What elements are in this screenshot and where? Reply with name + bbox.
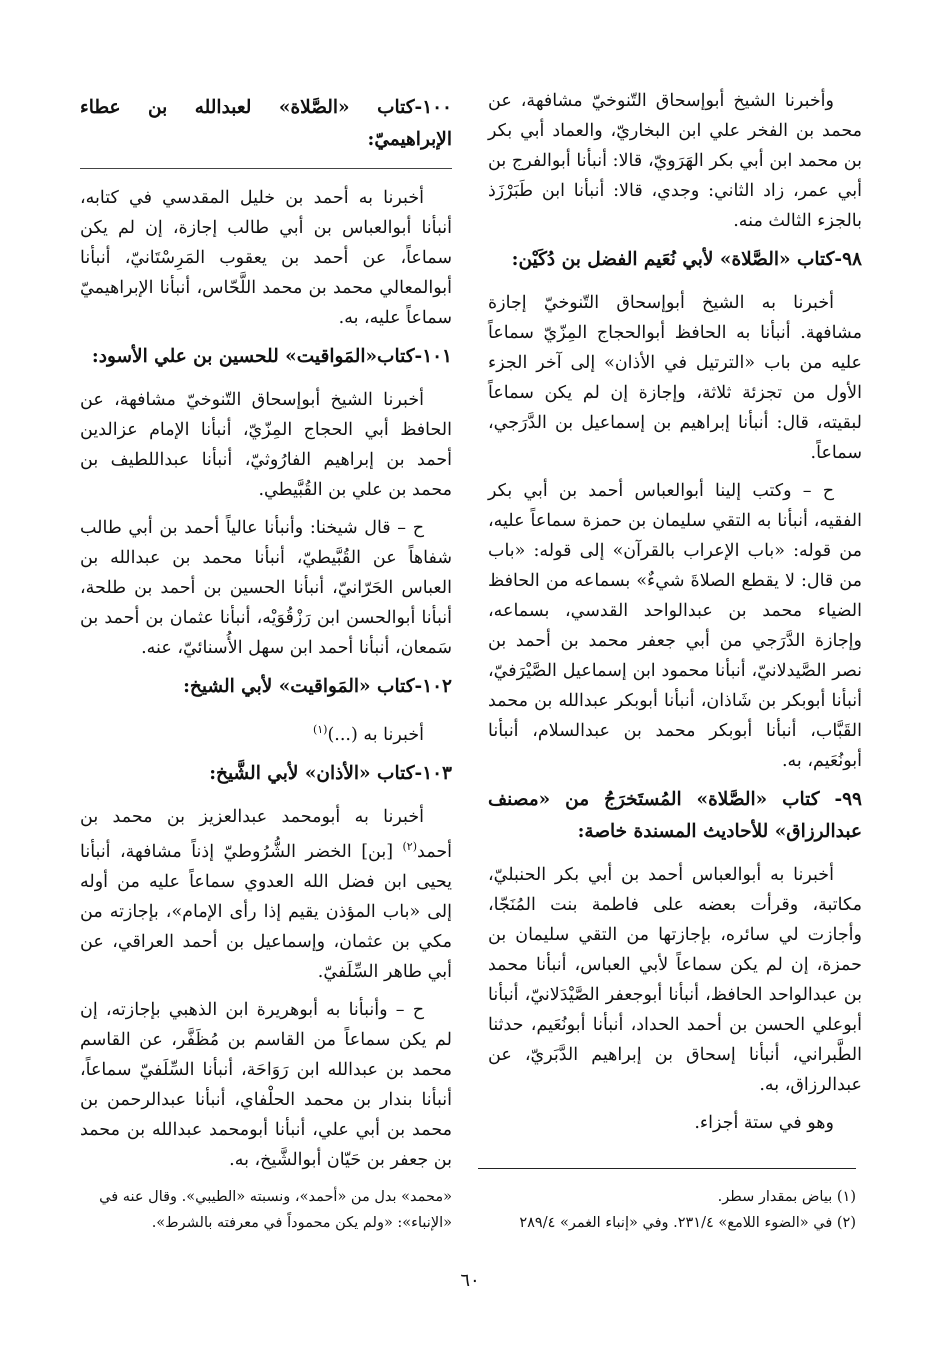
paragraph xyxy=(488,1108,862,1138)
footnote-divider xyxy=(478,1168,856,1169)
section-heading xyxy=(488,784,862,848)
footnotes-left xyxy=(80,1184,452,1236)
paragraph xyxy=(80,802,452,987)
text-continued: [بن] الخضر الشُّرُوطيّ إذناً مشافهة، أنبأنا يحيى ابن فضل الله العدوي سماعاً عليه من أوله إلى «باب المؤذن يقيم إذا رأى الإمام»، بإجازته من مكي بن عثمان، وإسماعيل بن أحمد العراقي، عن أبي طاهر السِّلَفيّ. xyxy=(80,841,452,982)
paragraph xyxy=(488,476,862,776)
text: ١٠١-كتاب«المَواقيت» للحسين بن علي الأسود: xyxy=(91,346,452,367)
left-column xyxy=(80,86,452,1183)
paragraph xyxy=(80,385,452,505)
section-heading xyxy=(80,758,452,790)
text: وهو في ستة أجزاء. xyxy=(694,1113,834,1133)
text: ح – وأنبأنا به أبوهريرة ابن الذهبي بإجازته، إن لم يكن سماعاً من القاسم بن مُظَفَّر، عن القاسم محمد بن عبدالله ابن رَوَاحَة، أنبأنا السِّلَفيّ سماعاً، أنبأنا بندار بن محمد الحلْفاي، أنبأنا عبدالرحمن بن محمد بن أبي علي، أنبأنا أبومحمد عبدالله بن محمد بن جعفر بن حَيّان أبوالشَّيخ، به. xyxy=(80,999,452,1170)
right-column xyxy=(488,86,862,1146)
text: ح – قال شيخنا: وأنبأنا عالياً أحمد بن أبي طالب شفاهاً عن القُبَّيطيّ، أنبأنا محمد بن عبدالله بن العباس الحَرّانيّ، أنبأنا الحسين بن أحمد بن طلحة، أنبأنا أبوالحسن ابن رَزْقُوَيْه، أنبأنا عثمان بن أحمد بن سَمعان، أنبأنا أحمد ابن سهل الأُسنائيّ، عنه. xyxy=(80,518,452,658)
paragraph xyxy=(488,86,862,236)
text: ٩٨-كتاب «الصَّلاة» لأبي نُعَيم الفضل بن دُكَيْن: xyxy=(511,249,862,270)
text: ٩٩- كتاب «الصَّلاة» المُستَخرَجُ من «مصنف عبدالرزاق» للأحاديث المسندة خاصة: xyxy=(488,789,862,842)
section-heading xyxy=(80,671,452,703)
footnote-2-continued: «محمد» بدل من «أحمد»، ونسبته «الطيبي». وقال عنه في «الإنباء»: «ولم يكن محموداً في معرفته بالشرط». xyxy=(99,1189,452,1231)
paragraph xyxy=(488,860,862,1100)
text: وأخبرنا الشيخ أبوإسحاق التّنوخيّ مشافهة، عن محمد بن الفخر علي ابن البخاريّ، والعماد أبي بكر بن محمد ابن أبي بكر الهَرَويّ، قالا: أنبأنا أبوالفرج بن أبي عمر، زاد الثاني: وجدي، قالا: أنبأنا ابن طَبَرْزَذ بالجزء الثالث منه. xyxy=(488,91,862,231)
paragraph xyxy=(80,183,452,333)
text: أخبرنا به أحمد بن خليل المقدسي في كتابه، أنبأنا أبوالعباس بن أبي طالب إجازة، إن لم يكن سماعاً، عن أحمد بن يعقوب المَرِسْتَانيّ، أنبأنا أبوالمعالي محمد بن محمد اللَّحّاس، أنبأنا الإبراهيميّ سماعاً عليه، به. xyxy=(80,188,452,328)
paragraph xyxy=(80,715,452,750)
text: أخبرنا به أبومحمد عبدالعزيز بن محمد بن أحمد xyxy=(80,806,452,862)
footnote-ref: (١) xyxy=(312,723,328,736)
text: ١٠٢-كتاب «المَواقيت» لأبي الشيخ: xyxy=(183,676,452,697)
paragraph xyxy=(80,995,452,1175)
section-heading xyxy=(488,244,862,276)
text: أخبرنا به الشيخ أبوإسحاق التّنوخيّ إجازة مشافهة. أنبأنا به الحافظ أبوالحجاج المِزّيّ سماعاً عليه من باب «الترتيل في الأذان» إلى آخر الجزء الأول من تجزئة ثلاثة، وإجازة إن لم يكن سماعاً لبقيته، قال: أنبأنا إبراهيم بن إسماعيل بن الدَّرَجي، سماعاً. xyxy=(488,293,862,463)
text: أخبرنا به أبوالعباس أحمد بن أبي بكر الحنبليّ، مكاتبة، وقرأت بعضه على فاطمة بنت المُنَجّا، وأجازت لي سائره، بإجازتها من التقي سليمان بن حمزة، إن لم يكن سماعاً لأبي العباس، أنبأنا محمد بن عبدالواحد الحافظ، أنبأنا أبوجعفر الصَّيْدَلانيّ، أنبأنا أبوعلي الحسن بن أحمد الحداد، أنبأنا أبونُعَيم، حدثنا الطَّبراني، أنبأنا إسحاق بن إبراهيم الدَّبَريّ، عن عبدالرزاق، به. xyxy=(488,865,862,1095)
heading-underline xyxy=(80,168,452,169)
footnote-ref: (٢) xyxy=(402,839,418,853)
footnote-1: (١) بياض بمقدار سطر. xyxy=(717,1189,856,1205)
text: ١٠٠-كتاب «الصَّلاة» لعبدالله بن عطاء الإبراهيميّ: xyxy=(80,97,452,150)
text: أخبرنا به (...) xyxy=(327,724,424,745)
text: أخبرنا الشيخ أبوإسحاق التّنوخيّ مشافهة، عن الحافظ أبي الحجاج المِزّيّ، أنبأنا الإمام عزالدين أحمد بن إبراهيم الفارُوثيّ، أنبأنا عبداللطيف بن محمد بن علي بن القُبَّيطي. xyxy=(80,390,452,500)
text: ح – وكتب إلينا أبوالعباس أحمد بن أبي بكر الفقيه، أنبأنا به التقي سليمان بن حمزة سماعاً عليه، من قوله: «باب الإعراب بالقرآن» إلى قوله: «باب من قال: لا يقطع الصلاةَ شيءٌ» بسماعه من الحافظ الضياء محمد بن عبدالواحد القدسي، بسماعه، وإجازة الدَّرَجي من أبي جعفر محمد بن أحمد بن نصر الصَّيدلانيّ، أنبأنا محمود ابن إسماعيل الصَّيْرَفيّ، أنبأنا أبوبكر بن شَاذان، أنبأنا أبوبكر عبدالله بن محمد القَبَّاب، أنبأنا أبوبكر محمد بن عبدالسلام، أنبأنا أبونُعَيم، به. xyxy=(488,481,862,771)
footnote-2: (٢) في «الضوء اللامع» ٢٣١/٤. وفي «إنباء الغمر» ٢٨٩/٤ xyxy=(519,1215,856,1231)
text: ١٠٣-كتاب «الأذان» لأبي الشَّيخ: xyxy=(209,762,452,784)
page-number: ٦٠ xyxy=(460,1270,480,1291)
section-heading xyxy=(80,341,452,373)
paragraph xyxy=(488,288,862,468)
paragraph xyxy=(80,513,452,663)
section-heading xyxy=(80,92,452,156)
footnotes-right xyxy=(478,1184,856,1236)
